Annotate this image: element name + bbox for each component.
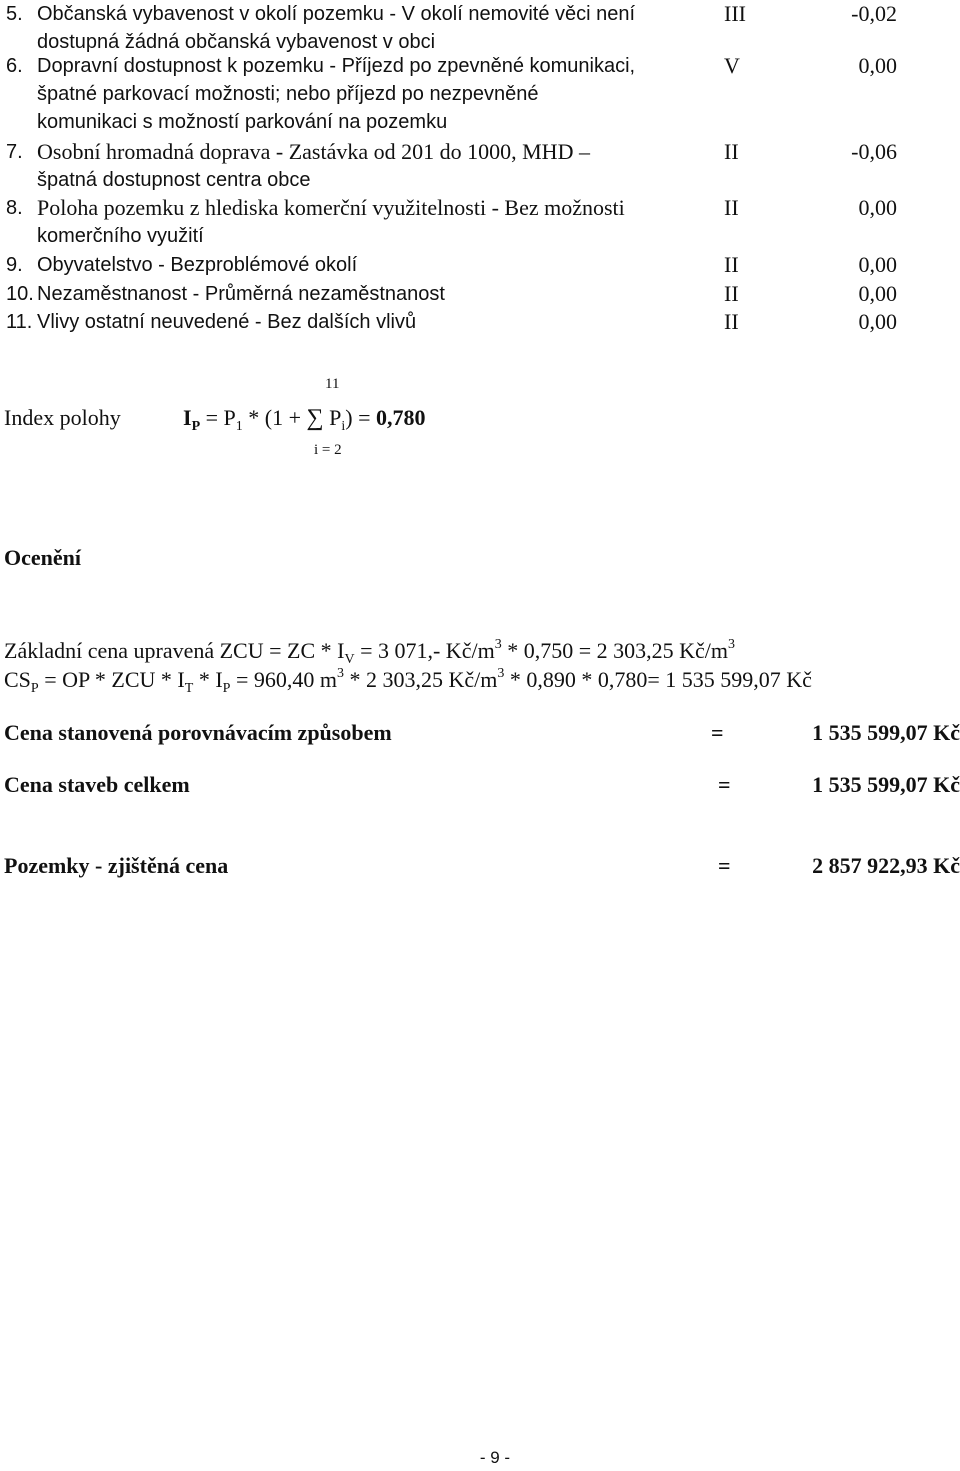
text-segment: Základní cena upravená ZCU = ZC * I [4, 638, 345, 663]
text-segment: = 3 071,- Kč/m [354, 638, 495, 663]
index-formula [0, 370, 960, 460]
summary-label: Cena staveb celkem [4, 772, 190, 797]
text-segment: CS [4, 667, 31, 692]
page-number: - 9 - [479, 1448, 511, 1467]
factor-number: 9. [6, 254, 23, 276]
factor-line: komunikaci s možností parkování na pozemku [37, 111, 448, 133]
factor-number: 6. [6, 55, 23, 77]
factor-description [37, 194, 625, 250]
subscript: T [184, 681, 194, 696]
factor-class: II [724, 252, 739, 277]
factor-row-8 [0, 194, 960, 250]
factor-line: Nezaměstnanost - Průměrná nezaměstnanost [37, 283, 445, 305]
formula-pi: P [329, 405, 342, 430]
factor-row-9 [0, 251, 960, 279]
factor-line: Dopravní dostupnost k pozemku - Příjezd po zpevněné komunikaci, [37, 55, 636, 77]
summary-equals: = [718, 853, 731, 878]
sum-lower-limit: i = 2 [314, 442, 342, 458]
subscript: P [222, 681, 231, 696]
factor-line: Poloha pozemku z hlediska komerční využitelnosti - Bez možnosti [37, 195, 625, 220]
index-label: Index polohy [4, 405, 121, 430]
factor-class: III [724, 1, 746, 26]
factor-description [37, 308, 416, 336]
text-segment: = OP * ZCU * I [38, 667, 185, 692]
factor-value: 0,00 [858, 252, 897, 277]
superscript: 3 [497, 666, 505, 681]
text-segment: * I [193, 667, 223, 692]
valuation-line-comparison [4, 666, 812, 696]
factor-number: 8. [6, 197, 23, 219]
factor-line: Vlivy ostatní neuvedené - Bez dalších vlivů [37, 311, 417, 333]
factor-line: dostupná žádná občanská vybavenost v obci [37, 31, 436, 53]
summary-label: Cena stanovená porovnávacím způsobem [4, 720, 392, 745]
factor-value: 0,00 [858, 53, 897, 78]
factor-number: 11. [6, 311, 33, 333]
factor-description [37, 138, 590, 194]
factor-line: Obyvatelstvo - Bezproblémové okolí [37, 254, 358, 276]
summary-row-land [4, 853, 960, 883]
factor-description [37, 251, 357, 279]
factor-row-6 [0, 52, 960, 136]
summary-amount: 1 535 599,07 Kč [812, 720, 960, 745]
text-segment: * 0,750 = 2 303,25 Kč/m [501, 638, 728, 663]
formula-mid: * (1 + [248, 405, 302, 430]
summary-amount: 1 535 599,07 Kč [812, 772, 960, 797]
factor-value: -0,02 [851, 1, 897, 26]
summary-row-comparison [4, 720, 960, 750]
factor-description [37, 52, 635, 136]
sigma-symbol: ∑ [306, 405, 324, 431]
superscript: 3 [336, 666, 344, 681]
valuation-heading: Ocenění [4, 545, 81, 570]
summary-equals: = [711, 720, 724, 745]
summary-equals: = [718, 772, 731, 797]
factor-row-10 [0, 280, 960, 308]
factor-class: II [724, 281, 739, 306]
factor-description [37, 280, 445, 308]
formula-close: ) = [345, 405, 376, 430]
factor-number: 5. [6, 3, 23, 25]
valuation-line-base-price [4, 637, 735, 667]
index-expression [183, 405, 426, 432]
factor-number: 7. [6, 141, 23, 163]
factor-row-11 [0, 308, 960, 336]
factor-value: 0,00 [858, 309, 897, 334]
summary-label: Pozemky - zjištěná cena [4, 853, 229, 878]
formula-eq: = P [205, 405, 236, 430]
index-symbol: I [183, 405, 192, 430]
superscript: 3 [728, 637, 735, 652]
factor-class: V [724, 53, 740, 78]
factor-line: Osobní hromadná doprava - Zastávka od 201 do 1000, MHD – [37, 139, 590, 164]
p1-subscript: 1 [235, 419, 243, 434]
factor-description [37, 0, 635, 56]
index-symbol-subscript: P [191, 419, 201, 434]
factor-class: II [724, 139, 739, 164]
factor-line: komerčního využití [37, 225, 204, 247]
factor-line: špatné parkovací možnosti; nebo příjezd po nezpevněné [37, 83, 539, 105]
factor-row-7 [0, 138, 960, 194]
superscript: 3 [494, 637, 502, 652]
index-result: 0,780 [376, 405, 426, 430]
factor-value: -0,06 [851, 139, 897, 164]
factor-number: 10. [6, 283, 34, 305]
text-segment: = 960,40 m [230, 667, 337, 692]
subscript: V [344, 652, 355, 667]
summary-row-buildings [4, 772, 960, 802]
summary-amount: 2 857 922,93 Kč [812, 853, 960, 878]
sum-upper-limit: 11 [325, 376, 340, 392]
factor-value: 0,00 [858, 281, 897, 306]
text-segment: * 2 303,25 Kč/m [343, 667, 498, 692]
factor-class: II [724, 309, 739, 334]
factor-class: II [724, 195, 739, 220]
factor-line: špatná dostupnost centra obce [37, 169, 311, 191]
factor-value: 0,00 [858, 195, 897, 220]
pi-subscript: i [341, 419, 346, 434]
text-segment: * 0,890 * 0,780= 1 535 599,07 Kč [504, 667, 812, 692]
factor-line: Občanská vybavenost v okolí pozemku - V okolí nemovité věci není [37, 3, 636, 25]
factor-row-5 [0, 0, 960, 56]
subscript: P [30, 681, 39, 696]
